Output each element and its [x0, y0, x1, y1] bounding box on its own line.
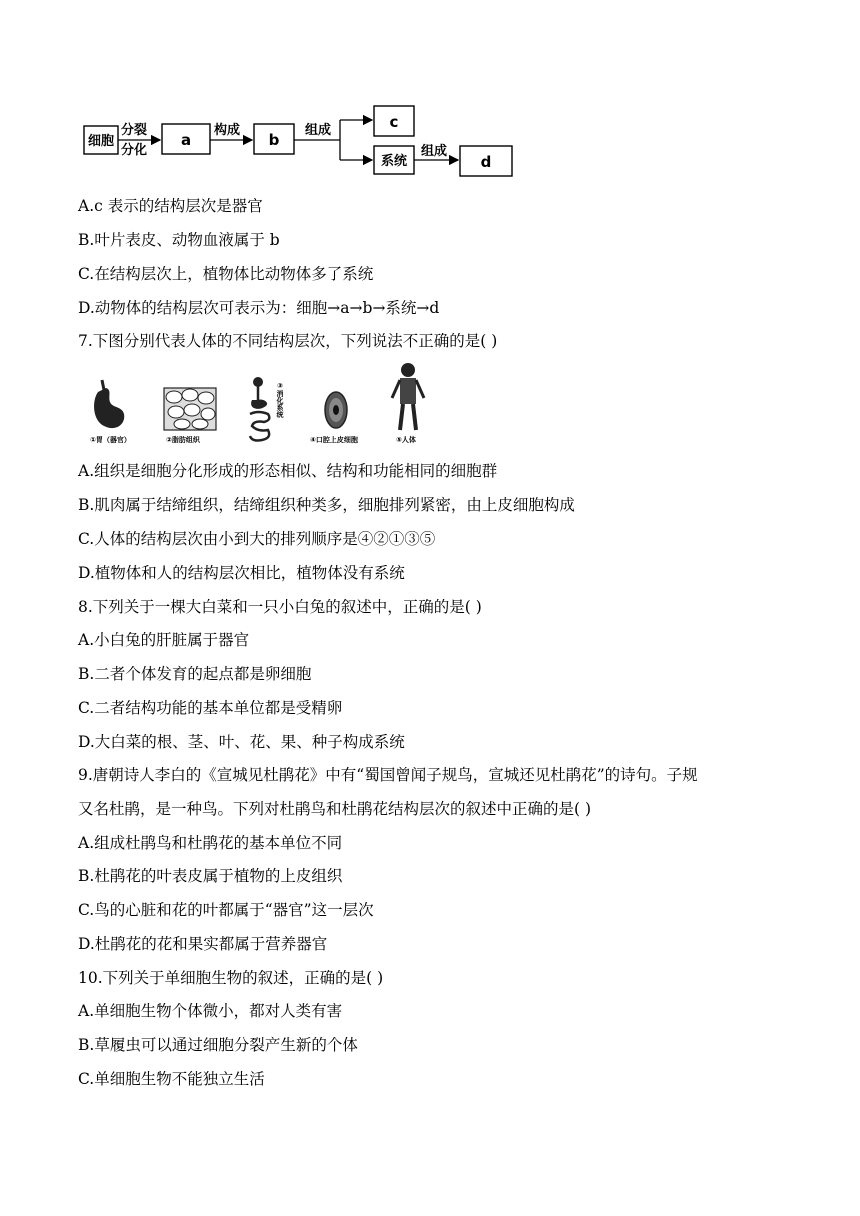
svg-text:⑤人体: ⑤人体: [396, 436, 416, 444]
q6-option-c: C.在结构层次上，植物体比动物体多了系统: [78, 265, 374, 283]
q9-option-c: C.鸟的心脏和花的叶都属于“器官”这一层次: [78, 901, 374, 919]
q9-stem-line-1: 9.唐朝诗人李白的《宣城见杜鹃花》中有“蜀国曾闻子规鸟，宣城还见杜鹃花”的诗句。子规: [78, 766, 698, 784]
structure-level-flow-diagram: [82, 104, 522, 182]
q7-option-d: D.植物体和人的结构层次相比，植物体没有系统: [78, 564, 405, 582]
svg-text:c: c: [389, 113, 399, 131]
stomach-figure: [90, 380, 131, 444]
q10-option-a: A.单细胞生物个体微小，都对人类有害: [78, 1002, 343, 1020]
q10-option-b: B.草履虫可以通过细胞分裂产生新的个体: [78, 1036, 358, 1054]
svg-text:b: b: [268, 131, 280, 149]
edge-label-form-2: 组成: [420, 144, 448, 159]
q8-option-b: B.二者个体发育的起点都是卵细胞: [78, 665, 312, 683]
svg-text:②脂肪组织: ②脂肪组织: [166, 436, 200, 444]
node-d: [460, 146, 512, 176]
q6-option-a: A.c 表示的结构层次是器官: [78, 197, 263, 215]
svg-text:a: a: [180, 131, 192, 149]
q9-option-b: B.杜鹃花的叶表皮属于植物的上皮组织: [78, 867, 343, 885]
node-cell: [84, 126, 118, 154]
digestive-system-figure: [250, 377, 285, 441]
node-b: [254, 124, 294, 154]
node-a: [162, 124, 210, 154]
edge-label-differentiate: 分化: [120, 143, 148, 158]
svg-text:d: d: [480, 153, 492, 171]
node-system: [374, 146, 414, 174]
edge-label-form: 组成: [304, 123, 332, 138]
q9-option-a: A.组成杜鹃鸟和杜鹃花的基本单位不同: [78, 834, 343, 852]
q8-option-a: A.小白兔的肝脏属于器官: [78, 631, 250, 649]
q7-option-b: B.肌肉属于结缔组织，结缔组织种类多，细胞排列紧密，由上皮细胞构成: [78, 496, 575, 514]
human-body-figure: [392, 363, 424, 444]
adipose-tissue-figure: [164, 388, 216, 444]
q6-option-d: D.动物体的结构层次可表示为：细胞→a→b→系统→d: [78, 299, 440, 317]
q10-option-c: C.单细胞生物不能独立生活: [78, 1070, 265, 1088]
q8-option-c: C.二者结构功能的基本单位都是受精卵: [78, 699, 343, 717]
oral-epithelial-cell-figure: [310, 392, 358, 444]
svg-text:①胃（器官）: ①胃（器官）: [90, 436, 131, 444]
q9-stem-line-2: 又名杜鹃，是一种鸟。下列对杜鹃鸟和杜鹃花结构层次的叙述中正确的是( ): [78, 800, 592, 818]
q6-option-b: B.叶片表皮、动物血液属于 b: [78, 231, 280, 249]
q8-option-d: D.大白菜的根、茎、叶、花、果、种子构成系统: [78, 733, 405, 751]
node-c: [374, 106, 414, 136]
edge-label-divide: 分裂: [120, 123, 148, 138]
svg-text:系统: 系统: [380, 154, 408, 169]
q9-option-d: D.杜鹃花的花和果实都属于营养器官: [78, 935, 328, 953]
q7-structure-figures: [82, 360, 442, 452]
q7-option-c: C.人体的结构层次由小到大的排列顺序是④②①③⑤: [78, 530, 436, 548]
svg-text:③消化系统: ③消化系统: [276, 382, 284, 418]
edge-label-compose: 构成: [213, 123, 241, 138]
q7-stem: 7.下图分别代表人体的不同结构层次，下列说法不正确的是( ): [78, 332, 498, 350]
q10-stem: 10.下列关于单细胞生物的叙述，正确的是( ): [78, 969, 384, 987]
svg-text:④口腔上皮细胞: ④口腔上皮细胞: [310, 436, 358, 444]
svg-text:细胞: 细胞: [87, 134, 115, 149]
q8-stem: 8.下列关于一棵大白菜和一只小白兔的叙述中，正确的是( ): [78, 598, 482, 616]
q7-option-a: A.组织是细胞分化形成的形态相似、结构和功能相同的细胞群: [78, 462, 498, 480]
